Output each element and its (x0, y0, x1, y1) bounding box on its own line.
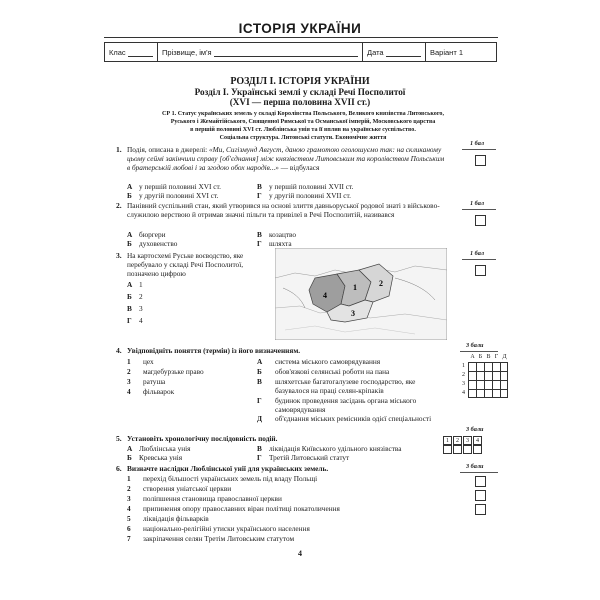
q3-option-b[interactable]: Б 2 (127, 292, 143, 301)
q6-option-6[interactable]: 6 національно-релігійні утиски українського населення (127, 524, 310, 533)
q5-option-b[interactable]: Б Кревська унія (127, 453, 183, 462)
q4-def-d: об'єднання міських ремісників одієї спеціальності (275, 414, 432, 423)
q4-def-v-letter: В (257, 377, 262, 386)
q5-option-a[interactable]: А Люблінська унія (127, 444, 191, 453)
q4-def-a-letter: А (257, 357, 263, 366)
map-label-3: 3 (351, 309, 355, 318)
q2-option-g[interactable]: Г шляхта (257, 239, 292, 248)
q6-option-7[interactable]: 7 закріпачення селян Третім Литовським статутом (127, 534, 295, 543)
student-info-row (104, 42, 498, 62)
name-label: Прізвище, ім'я (162, 47, 212, 57)
q4-def-b-letter: Б (257, 367, 262, 376)
q6-option-4[interactable]: 4 припинення опору православних віран політиці покатоличення (127, 504, 340, 513)
q5-text: Установіть хронологічну послідовність подій. (127, 434, 278, 443)
q3-option-v[interactable]: В 3 (127, 304, 143, 313)
page-number: 4 (298, 549, 302, 558)
q4-term-1: 1 цех (127, 357, 154, 366)
q6-number: 6. (116, 464, 122, 473)
q5-sequence-box[interactable]: 1 2 3 4 (443, 436, 487, 454)
q2-option-a[interactable]: А бюргери (127, 230, 166, 239)
q5-number: 5. (116, 434, 122, 443)
q2-answer-box[interactable] (475, 215, 486, 226)
q5-score-label: 3 бали (466, 426, 484, 433)
q2-option-b[interactable]: Б духовенство (127, 239, 178, 248)
q1-option-a[interactable]: А у першій половині XVI ст. (127, 182, 221, 191)
q5-option-g[interactable]: Г Третій Литовський статут (257, 453, 350, 462)
q6-answer-box-3[interactable] (475, 504, 486, 515)
q1-option-b[interactable]: Б у другій половині XVI ст. (127, 191, 219, 200)
name-field[interactable] (157, 42, 363, 62)
variant-cell (425, 42, 497, 62)
q6-option-1[interactable]: 1 перехід більшості українських земель під владу Польщі (127, 474, 318, 483)
curriculum-note: СР 1. Статус українських земель у складі Королівства Польського, Великого князівства Литовського, Руського і Жемайтійського, Священної Римської та Османської імперій, Московського царства в першій половині XVI ст. Люблінська унія та її вплив на українське суспільство. Соціальна структура. Литовські статути. Економічне життя (161, 111, 445, 141)
q4-score-label: 3 бали (466, 342, 484, 349)
subject-title: ІСТОРІЯ УКРАЇНИ (238, 21, 362, 36)
q6-score-line (460, 472, 498, 473)
class-label: Клас (109, 47, 126, 57)
q1-score-line (462, 149, 496, 150)
q4-term-3: 3 ратуша (127, 377, 166, 386)
q4-def-g: будинок проведення засідань органа міського самоврядування (275, 396, 417, 414)
q3-option-g[interactable]: Г 4 (127, 316, 143, 325)
map-label-4: 4 (323, 291, 327, 300)
q4-term-2: 2 магдебурзьке право (127, 367, 204, 376)
variant-label: Варіант 1 (430, 47, 464, 57)
q6-score-label: 3 бали (466, 463, 484, 470)
unit-heading: Розділ І. Українські землі у складі Речі Посполитої (194, 87, 406, 97)
q4-term-4: 4 фільварок (127, 387, 175, 396)
q3-score-label: 1 бал (470, 250, 484, 257)
q6-answer-box-2[interactable] (475, 490, 486, 501)
q4-def-v: шляхетське багатогалузеве господарство, яке базувалося на праці селян-кріпаків (275, 377, 416, 395)
q6-option-5[interactable]: 5 ліквідація фільварків (127, 514, 209, 523)
q4-def-g-letter: Г (257, 396, 262, 405)
q3-text: На картосхемі Руське воєводство, яке перебувало у складі Речі Посполитої, позначено цифрою (127, 251, 244, 279)
q2-score-line (462, 209, 496, 210)
q6-answer-box-1[interactable] (475, 476, 486, 487)
q1-text: Подія, описана в джерелі: «Ми, Сигізмунд Август, даною грамотою оголошуємо так: на скликаному цьому сеймі закінчили справу [об'єднання] між князівством Литовським та королівством Польським в братерській любові і за згодою обох народів...» — відбулася (127, 145, 445, 173)
q2-score-label: 1 бал (470, 200, 484, 207)
q2-text: Панівний суспільний стан, який утворився на основі злиття давньоруської родової знаті з військово-служилою верствою й отримав значні пільги та привілеї в Речі Посполитій, називався (127, 201, 440, 220)
q6-option-3[interactable]: 3 поліпшення становища православної церкви (127, 494, 282, 503)
historical-map (275, 248, 447, 340)
date-field[interactable] (362, 42, 426, 62)
q3-score-line (462, 259, 496, 260)
q6-text: Визначте наслідки Люблінської унії для українських земель. (127, 464, 329, 473)
q3-number: 3. (116, 251, 122, 260)
q4-answer-matrix[interactable]: А Б В Г Д 1 2 3 4 (462, 354, 507, 396)
q4-def-d-letter: Д (257, 414, 263, 423)
q4-score-line (460, 351, 498, 352)
q2-number: 2. (116, 201, 122, 210)
q3-option-a[interactable]: А 1 (127, 280, 143, 289)
header-divider (104, 37, 498, 38)
class-field[interactable] (104, 42, 158, 62)
map-label-2: 2 (379, 279, 383, 288)
section-heading: РОЗДІЛ І. ІСТОРІЯ УКРАЇНИ (230, 76, 370, 87)
q1-answer-box[interactable] (475, 155, 486, 166)
q2-option-v[interactable]: В козацтво (257, 230, 297, 239)
q4-text: Увідповідніть поняття (термін) із його визначенням. (127, 346, 301, 355)
date-label: Дата (367, 47, 384, 57)
q6-option-2[interactable]: 2 створення уніатської церкви (127, 484, 232, 493)
q4-def-a: система міського самоврядування (275, 357, 381, 366)
q1-option-g[interactable]: Г у другій половині XVII ст. (257, 191, 351, 200)
q1-number: 1. (116, 145, 122, 154)
q4-def-b: обов'язкові селянські роботи на пана (275, 367, 390, 376)
q5-option-v[interactable]: В ліквідація Київського удільного князівства (257, 444, 402, 453)
map-label-1: 1 (353, 283, 357, 292)
unit-period: (XVI — перша половина XVII ст.) (229, 97, 371, 107)
q1-option-v[interactable]: В у першій половині XVII ст. (257, 182, 354, 191)
q3-answer-box[interactable] (475, 265, 486, 276)
q1-score-label: 1 бал (470, 140, 484, 147)
q4-number: 4. (116, 346, 122, 355)
